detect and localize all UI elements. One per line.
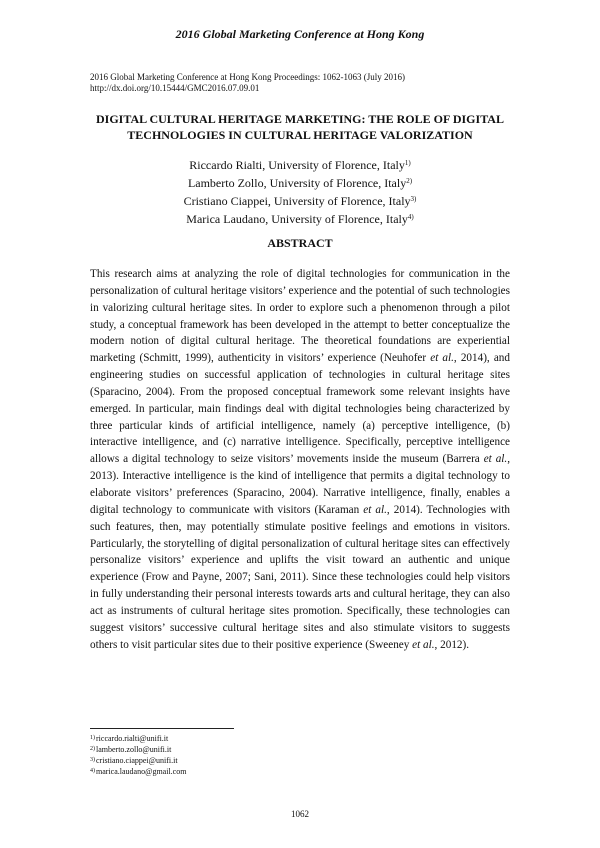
footnote-email[interactable]: marica.laudano@gmail.com — [96, 767, 187, 776]
footnote-email[interactable]: riccardo.rialti@unifi.it — [96, 734, 169, 743]
paper-title — [60, 111, 540, 143]
author-line — [0, 210, 600, 228]
author-name: Cristiano Ciappei, University of Florence, Italy — [183, 194, 411, 208]
footnote — [90, 755, 186, 766]
footnote — [90, 766, 186, 777]
proceedings-info — [90, 72, 405, 94]
abstract-text: , 2014), and engineering studies on successful application of technologies in cultural heritage sites (Sparacino, 2004). From the proposed conceptual framework some relevant insights have emerged. In particular, main findings deal with digital technologies being characterized by three particular kinds of artificial intelligence, namely (a) perceptive intelligence, (b) interactive intelligence, and (c) narrative intelligence. Specifically, perceptive intelligence allows a digital technology to seize visitors’ movements inside the museum (Barrera — [90, 352, 510, 466]
footnote-mark: 2) — [90, 746, 95, 752]
abstract-heading: ABSTRACT — [267, 236, 333, 250]
footnote-mark: 4) — [90, 768, 95, 774]
footnote-email[interactable]: lamberto.zollo@unifi.it — [96, 745, 172, 754]
footnote — [90, 744, 186, 755]
page-number: 1062 — [291, 809, 309, 819]
doi-link[interactable]: http://dx.doi.org/10.15444/GMC2016.07.09.01 — [90, 83, 260, 93]
title-line-1: DIGITAL CULTURAL HERITAGE MARKETING: THE ROLE OF DIGITAL — [96, 112, 504, 126]
abstract-text: , 2014). Technologies with such features, then, may potentially stimulate positive feelings and emotions in visitors. Particularly, the storytelling of digital personalization of cultural heritage sites can effectively personalize visitors’ experience and uplifts the visit toward an authentic and unique experience (Frow and Payne, 2007; Sani, 2011). Since these technologies could help visitors in fully understanding their personal interests towards arts and cultural heritage, they can also act as instruments of cultural heritage sites promotion. Specifically, these technologies can suggest visitors’ successive cultural heritage sites and also stimulate visitors to suggests others to visit particular sites due to their positive experience (Sweeney — [90, 503, 510, 651]
footnotes — [90, 733, 186, 777]
footnote — [90, 733, 186, 744]
title-line-2: TECHNOLOGIES IN CULTURAL HERITAGE VALORIZATION — [127, 128, 473, 142]
author-footnote-mark: 3) — [410, 195, 417, 203]
author-footnote-mark: 2) — [406, 177, 413, 185]
abstract-italic: et al. — [412, 638, 435, 651]
abstract-text: This research aims at analyzing the role of digital technologies for communication in the personalization of cultural heritage visitors’ experience and the potential of such technologies in valorizing cultural heritage sites. In order to explore such a phenomenon through a pilot study, a conceptual framework has been developed in the attempt to better conceptualize the modern notion of digital cultural heritage. The theoretical foundations are experiential marketing (Schmitt, 1999), authenticity in visitors’ experience (Neuhofer — [90, 268, 510, 365]
author-line — [0, 156, 600, 174]
abstract-text: , 2013). Interactive intelligence is the kind of intelligence that permits a digital technology to elaborate visitors’ preferences (Sparacino, 2004). Narrative intelligence, finally, enables a digital technology to communicate with visitors (Karaman — [90, 453, 511, 516]
footnote-divider — [90, 728, 234, 729]
author-list — [0, 156, 600, 228]
abstract-text: , 2012). — [434, 638, 470, 651]
abstract-italic: et al. — [363, 503, 387, 516]
footnote-mark: 1) — [90, 735, 95, 741]
footnote-email[interactable]: cristiano.ciappei@unifi.it — [96, 756, 178, 765]
author-name: Marica Laudano, University of Florence, Italy — [186, 212, 408, 226]
author-footnote-mark: 1) — [404, 159, 411, 167]
footnote-mark: 3) — [90, 757, 95, 763]
abstract-italic: et al. — [483, 453, 508, 466]
running-header: 2016 Global Marketing Conference at Hong Kong — [175, 27, 425, 41]
author-name: Lamberto Zollo, University of Florence, Italy — [187, 176, 407, 190]
author-name: Riccardo Rialti, University of Florence, Italy — [189, 158, 405, 172]
author-footnote-mark: 4) — [407, 213, 414, 221]
abstract-italic: et al. — [430, 352, 454, 365]
abstract-body — [90, 266, 510, 653]
author-line — [0, 192, 600, 210]
proceedings-citation: 2016 Global Marketing Conference at Hong Kong Proceedings: 1062-1063 (July 2016) — [90, 72, 405, 82]
author-line — [0, 174, 600, 192]
